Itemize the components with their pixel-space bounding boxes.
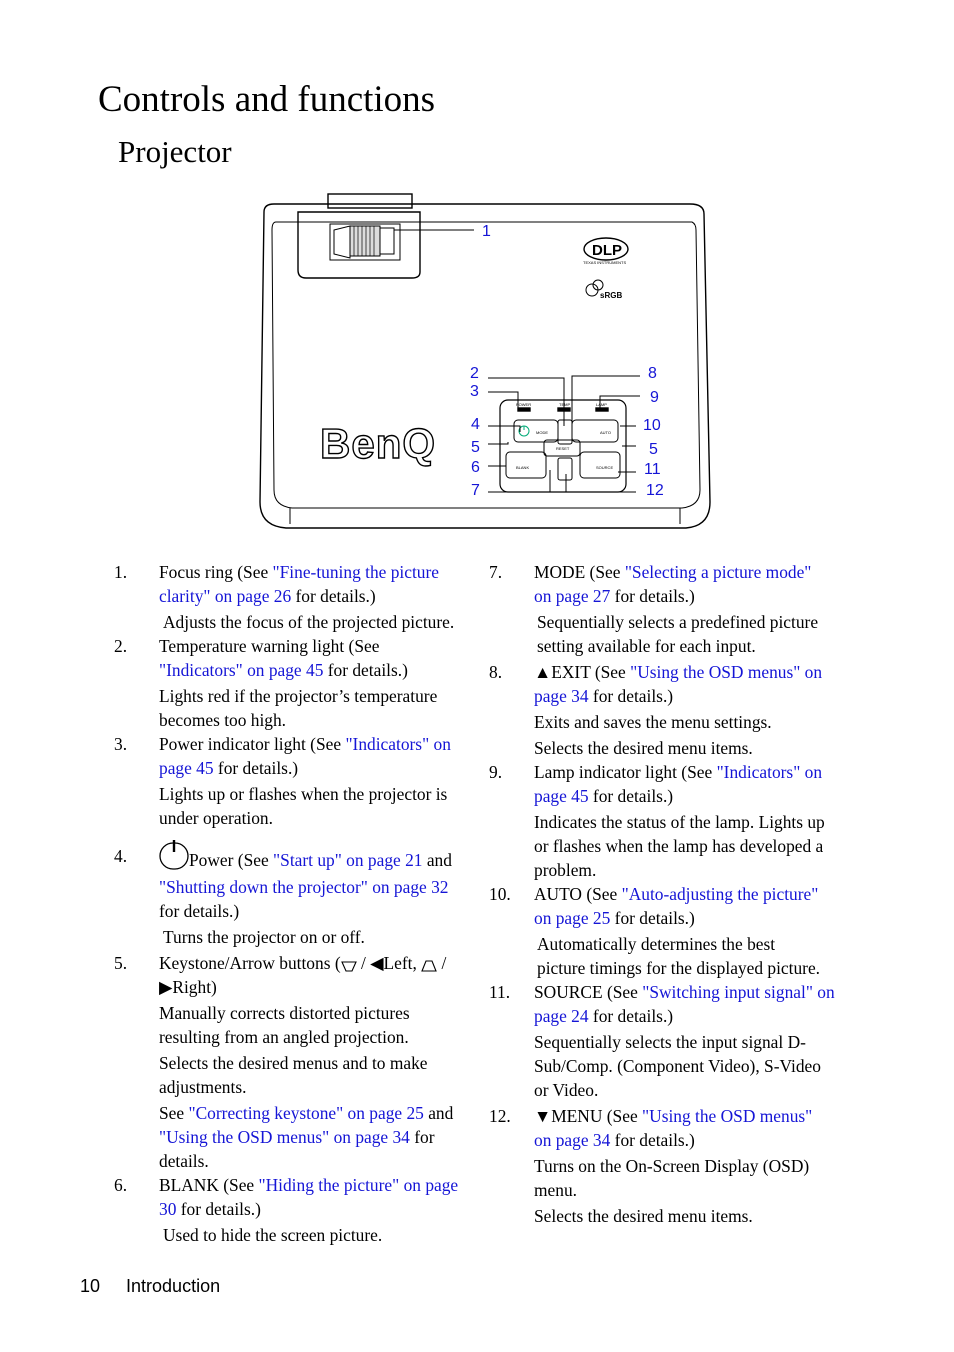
up-arrow-icon: ▲ xyxy=(534,662,552,682)
down-arrow-icon: ▼ xyxy=(534,1106,552,1126)
left-column xyxy=(114,560,486,1247)
link-indicators-2[interactable]: page 45 xyxy=(159,758,214,778)
link-osd-menus-2[interactable]: page 34 xyxy=(534,686,589,706)
section-title: Projector xyxy=(118,134,232,169)
callout-6: 6 xyxy=(471,459,480,476)
brand-logo: BenQ xyxy=(320,420,437,467)
callout-5-right: 5 xyxy=(649,441,658,458)
callout-12: 12 xyxy=(646,482,664,499)
link-auto-adjusting-2[interactable]: on page 25 xyxy=(534,908,611,928)
keystone-up-icon xyxy=(421,959,437,973)
page-footer xyxy=(80,1276,246,1297)
callout-10: 10 xyxy=(643,417,661,434)
footer-section: Introduction xyxy=(126,1276,221,1296)
link-shutting-down[interactable]: "Shutting down the projector" on page 32 xyxy=(159,877,449,897)
link-switching-input[interactable]: "Switching input signal" on xyxy=(642,982,835,1002)
right-arrow-icon: ▶ xyxy=(159,977,173,997)
list-item: 5. Keystone/Arrow buttons ( / ◀Left, / ▶Right) Manually corrects distorted pictures resulting from an angled projection. Selects the desired menus and to make adjustments. See "Correcting keystone" on page 25 and "Using the OSD menus" on page 34 for details. xyxy=(114,953,454,1171)
callout-4: 4 xyxy=(471,416,480,433)
callout-2: 2 xyxy=(470,365,479,382)
callout-9: 9 xyxy=(650,389,659,406)
list-item: 6. BLANK (See "Hiding the picture" on page 30 for details.) Used to hide the screen picture. xyxy=(114,1175,459,1245)
list-item: 10. AUTO (See "Auto-adjusting the picture" on page 25 for details.) Automatically determines the best picture timings for the displayed picture. xyxy=(489,884,821,978)
link-auto-adjusting[interactable]: "Auto-adjusting the picture" xyxy=(621,884,819,904)
link-indicators[interactable]: "Indicators" on xyxy=(716,762,823,782)
link-indicators[interactable]: "Indicators" on xyxy=(345,734,451,754)
callout-8: 8 xyxy=(648,365,657,382)
projector-diagram xyxy=(250,190,720,542)
svg-text:sRGB: sRGB xyxy=(600,291,623,300)
left-arrow-icon: ◀ xyxy=(370,953,384,973)
link-hiding-picture-2[interactable]: 30 xyxy=(159,1199,177,1219)
link-indicators[interactable]: "Indicators" on page 45 xyxy=(159,660,324,680)
label-auto: AUTO xyxy=(600,430,612,435)
callout-11: 11 xyxy=(644,461,661,478)
label-power: POWER xyxy=(516,402,532,407)
page-number: 10 xyxy=(80,1276,101,1296)
list-item: 11. SOURCE (See "Switching input signal" on page 24 for details.) Sequentially selects the input signal D- Sub/Comp. (Component Video), S-Video or Video. xyxy=(489,982,835,1100)
callout-3: 3 xyxy=(470,383,479,400)
list-item: 7. MODE (See "Selecting a picture mode" on page 27 for details.) Sequentially selects a predefined picture setting available for each input. xyxy=(489,562,819,656)
srgb-logo xyxy=(586,280,622,300)
link-start-up[interactable]: "Start up" on page 21 xyxy=(273,850,423,870)
callout-5: 5 xyxy=(471,439,480,456)
list-item: 1. Focus ring (See "Fine-tuning the picture clarity" on page 26 for details.) Adjusts the focus of the projected picture. xyxy=(114,562,455,632)
callout-1: 1 xyxy=(482,223,491,240)
svg-text:TEXAS INSTRUMENTS: TEXAS INSTRUMENTS xyxy=(583,260,627,265)
link-switching-input-2[interactable]: page 24 xyxy=(534,1006,589,1026)
link-osd-menus[interactable]: "Using the OSD menus" on xyxy=(630,662,823,682)
link-fine-tuning[interactable]: "Fine-tuning the picture xyxy=(272,562,439,582)
callout-7: 7 xyxy=(471,482,480,499)
list-item: 12. ▼MENU (See "Using the OSD menus" on page 34 for details.) Turns on the On-Screen Display (OSD) menu. Selects the desired menu items. xyxy=(489,1106,813,1226)
link-osd-menus-2[interactable]: on page 34 xyxy=(534,1130,611,1150)
dlp-logo xyxy=(583,238,628,265)
link-osd-menus[interactable]: "Using the OSD menus" on page 34 xyxy=(159,1127,410,1147)
right-column xyxy=(489,560,859,1228)
list-item: 3. Power indicator light (See "Indicators" on page 45 for details.) Lights up or flashes when the projector is under operation. xyxy=(114,734,451,828)
link-fine-tuning-2[interactable]: clarity" on page 26 xyxy=(159,586,292,606)
keystone-down-icon xyxy=(341,959,357,973)
list-item: 4. Power (See "Start up" on page 21 and "Shutting down the projector" on page 32 for details.) Turns the projector on or off. xyxy=(114,840,486,949)
label-reset: RESET xyxy=(556,446,570,451)
power-icon xyxy=(159,840,189,870)
label-blank: BLANK xyxy=(516,465,530,470)
label-lamp: LAMP xyxy=(596,402,607,407)
link-correcting-keystone[interactable]: "Correcting keystone" on page 25 xyxy=(188,1103,424,1123)
list-item: 9. Lamp indicator light (See "Indicators" on page 45 for details.) Indicates the status of the lamp. Lights up or flashes when the lamp has developed a problem. xyxy=(489,762,825,880)
label-source: SOURCE xyxy=(596,465,614,470)
label-mode: MODE xyxy=(536,430,548,435)
link-osd-menus[interactable]: "Using the OSD menus" xyxy=(642,1106,813,1126)
link-indicators-2[interactable]: page 45 xyxy=(534,786,589,806)
label-temp: TEMP xyxy=(559,402,571,407)
svg-text:DLP: DLP xyxy=(592,242,622,259)
link-picture-mode-2[interactable]: on page 27 xyxy=(534,586,611,606)
list-item: 2. Temperature warning light (See "Indicators" on page 45 for details.) Lights red if the projector’s temperature becomes too high. xyxy=(114,636,438,730)
link-hiding-picture[interactable]: "Hiding the picture" on page xyxy=(258,1175,459,1195)
page-title: Controls and functions xyxy=(98,79,436,120)
list-item: 8. ▲EXIT (See "Using the OSD menus" on page 34 for details.) Exits and saves the menu settings. Selects the desired menu items. xyxy=(489,662,823,758)
link-picture-mode[interactable]: "Selecting a picture mode" xyxy=(624,562,812,582)
